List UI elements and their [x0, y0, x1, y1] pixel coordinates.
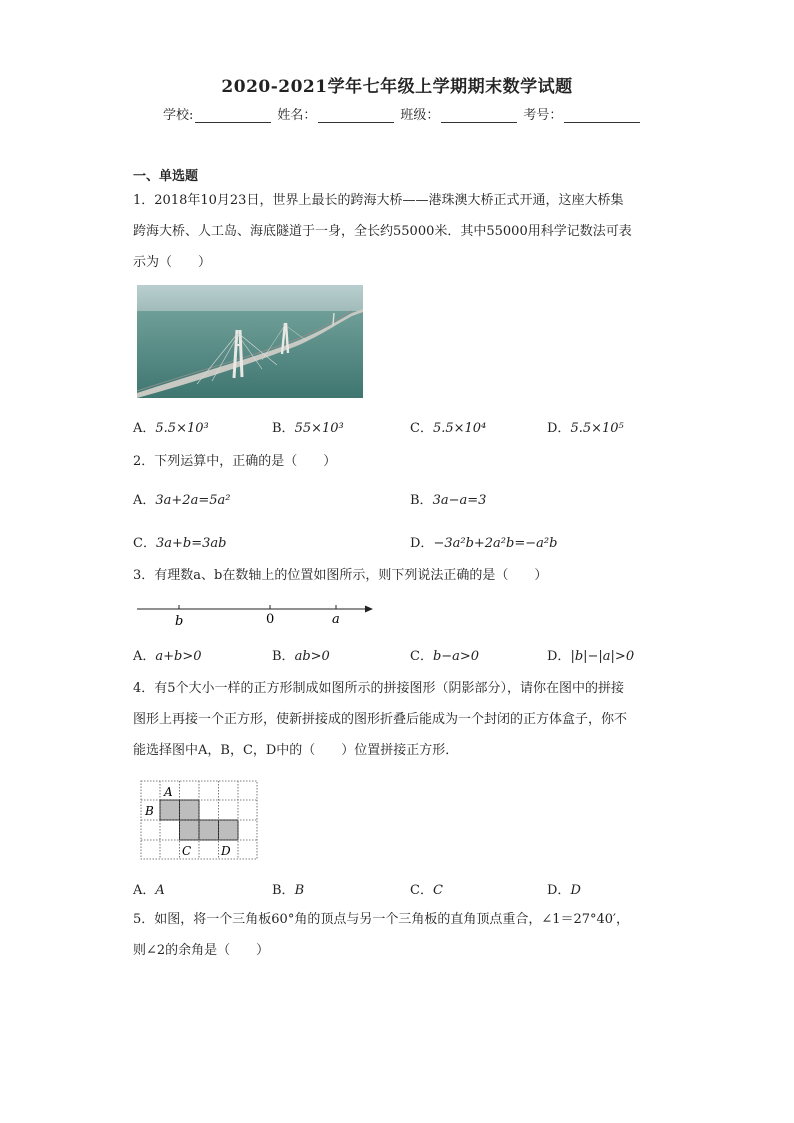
- number-blank[interactable]: [564, 110, 640, 123]
- q4-line3: 能选择图中A，B，C，D中的（ ）位置拼接正方形．: [133, 743, 459, 758]
- q3-option-b[interactable]: B．ab>0: [272, 649, 330, 664]
- q2-option-b[interactable]: B．3a−a=3: [410, 493, 487, 508]
- grid-label-d: D: [221, 844, 231, 858]
- axis-label-zero: 0: [266, 612, 275, 627]
- name-blank[interactable]: [318, 110, 394, 123]
- q1-line1: 1．2018年10月23日，世界上最长的跨海大桥——港珠澳大桥正式开通，这座大桥集: [133, 193, 624, 208]
- q4-line2: 图形上再接一个正方形，使新拼接成的图形折叠后能成为一个封闭的正方体盒子，你不: [133, 712, 628, 727]
- q4-option-c[interactable]: C．C: [410, 883, 443, 898]
- question-4: [133, 673, 673, 766]
- q3-option-d[interactable]: D．|b|−|a|>0: [547, 649, 635, 664]
- class-field: [400, 104, 517, 123]
- q5-line1: 5．如图，将一个三角板60°角的顶点与另一个三角板的直角顶点重合，∠1＝27°40′，: [133, 912, 630, 927]
- question-5: [133, 904, 673, 966]
- q2-stem: 2．下列运算中，正确的是（ ）: [133, 454, 337, 469]
- q1-line2: 跨海大桥、人工岛、海底隧道于一身，全长约55000米．其中55000用科学记数法可表: [133, 224, 632, 239]
- school-field: [163, 104, 271, 123]
- q2-option-a[interactable]: A．3a+2a=5a²: [133, 493, 231, 508]
- section-heading: 一、单选题: [133, 169, 199, 184]
- grid-label-b: B: [145, 804, 154, 818]
- q1-option-b[interactable]: B．55×10³: [272, 421, 344, 436]
- q3-option-a[interactable]: A．a+b>0: [133, 649, 202, 664]
- question-3: [133, 560, 673, 591]
- grid-label-a: A: [164, 785, 173, 799]
- q4-line1: 4．有5个大小一样的正方形制成如图所示的拼接图形（阴影部分），请你在图中的拼接: [133, 681, 625, 696]
- school-blank[interactable]: [195, 110, 271, 123]
- number-label: 考号：: [523, 108, 563, 123]
- q4-option-b[interactable]: B．B: [272, 883, 305, 898]
- q3-stem: 3．有理数a、b在数轴上的位置如图所示，则下列说法正确的是（ ）: [133, 568, 548, 583]
- page-title: 2020-2021学年七年级上学期期末数学试题: [221, 77, 573, 97]
- q3-option-c[interactable]: C．b−a>0: [410, 649, 480, 664]
- q4-option-a[interactable]: A．A: [133, 883, 165, 898]
- number-line-figure: [135, 598, 380, 636]
- name-field: [277, 104, 394, 123]
- cube-net-figure: [140, 780, 260, 866]
- q1-option-a[interactable]: A．5.5×10³: [133, 421, 209, 436]
- class-label: 班级：: [400, 108, 440, 123]
- q2-option-c[interactable]: C．3a+b=3ab: [133, 536, 227, 551]
- q5-line2: 则∠2的余角是（ ）: [133, 943, 270, 958]
- class-blank[interactable]: [441, 110, 517, 123]
- number-field: [523, 104, 640, 123]
- q2-option-d[interactable]: D．−3a²b+2a²b=−a²b: [410, 536, 558, 551]
- bridge-photo: [137, 285, 363, 398]
- q1-option-c[interactable]: C．5.5×10⁴: [410, 421, 487, 436]
- question-1: [133, 185, 673, 278]
- q4-option-d[interactable]: D．D: [547, 883, 581, 898]
- axis-label-b: b: [175, 614, 184, 629]
- axis-label-a: a: [332, 612, 340, 627]
- question-2: [133, 446, 673, 477]
- name-label: 姓名：: [277, 108, 317, 123]
- grid-label-c: C: [182, 844, 192, 858]
- q1-line3: 示为（ ）: [133, 255, 212, 270]
- school-label: 学校:: [163, 108, 194, 123]
- student-info-row: [163, 104, 646, 123]
- q1-option-d[interactable]: D．5.5×10⁵: [547, 421, 624, 436]
